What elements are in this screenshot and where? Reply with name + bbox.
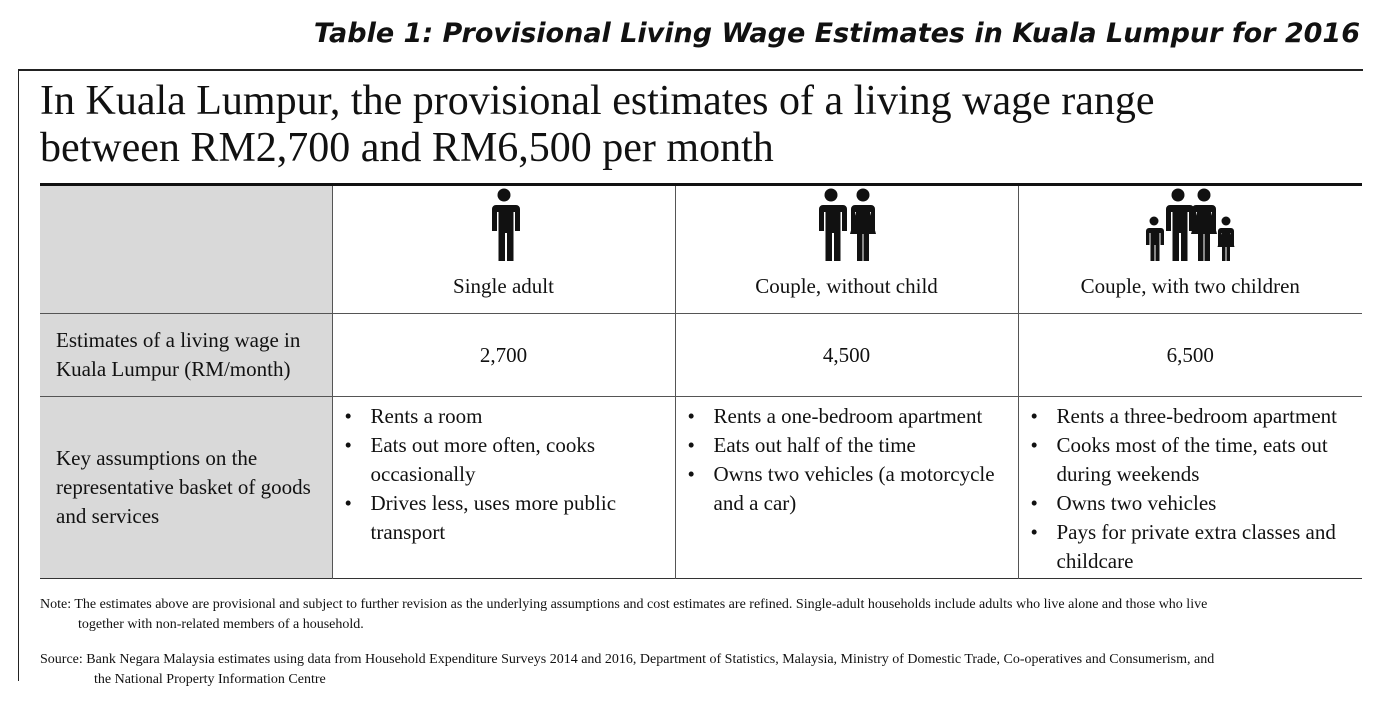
header-family bbox=[1018, 185, 1362, 314]
family-icon bbox=[1019, 188, 1363, 262]
estimates-row-label bbox=[40, 314, 332, 397]
living-wage-table bbox=[40, 183, 1362, 579]
assumptions-label-line-1: Key assumptions on the bbox=[56, 446, 258, 470]
assumptions-single-adult bbox=[332, 397, 675, 579]
couple-icon bbox=[676, 188, 1018, 262]
list-item: • Pays for private extra classes and childcare bbox=[1031, 518, 1355, 576]
source-line-2: the National Property Information Centre bbox=[94, 672, 326, 687]
header-single-adult bbox=[332, 185, 675, 314]
estimates-row bbox=[40, 314, 1362, 397]
assumptions-couple-list bbox=[676, 397, 1018, 518]
left-rule bbox=[18, 69, 19, 681]
list-item: • Drives less, uses more public transport bbox=[345, 489, 667, 547]
table-source bbox=[40, 650, 1350, 690]
list-item: • Cooks most of the time, eats out during weekends bbox=[1031, 431, 1355, 489]
assumptions-couple bbox=[675, 397, 1018, 579]
estimates-label-line-2: Kuala Lumpur (RM/month) bbox=[56, 357, 291, 381]
single-adult-icon bbox=[333, 188, 675, 262]
note-line-1: Note: The estimates above are provisional and subject to further revision as the underlying assumptions and cost estimates are refined. Single-adult households include adults who live alone and those who live bbox=[40, 597, 1208, 612]
assumptions-row-label bbox=[40, 397, 332, 579]
estimate-single-adult: 2,700 bbox=[332, 314, 675, 397]
list-item: • Rents a one-bedroom apartment bbox=[688, 402, 1010, 431]
list-item: • Owns two vehicles bbox=[1031, 489, 1355, 518]
top-rule bbox=[18, 69, 1363, 71]
header-couple bbox=[675, 185, 1018, 314]
table-caption: Table 1: Provisional Living Wage Estimates in Kuala Lumpur for 2016 bbox=[313, 18, 1360, 49]
headline bbox=[40, 78, 1340, 172]
list-item: • Owns two vehicles (a motorcycle and a car) bbox=[688, 460, 1010, 518]
estimates-label-line-1: Estimates of a living wage in bbox=[56, 328, 301, 352]
list-item: • Eats out half of the time bbox=[688, 431, 1010, 460]
source-line-1: Source: Bank Negara Malaysia estimates using data from Household Expenditure Surveys 2014 and 2016, Department of Statistics, Malaysia, Ministry of Domestic Trade, Co-operatives and Consumerism, and bbox=[40, 652, 1215, 667]
column-label-single-adult: Single adult bbox=[453, 274, 554, 298]
list-item: • Eats out more often, cooks occasionally bbox=[345, 431, 667, 489]
column-label-family: Couple, with two children bbox=[1080, 274, 1300, 298]
header-corner-cell bbox=[40, 185, 332, 314]
list-item: • Rents a three-bedroom apartment bbox=[1031, 402, 1355, 431]
assumptions-single-list bbox=[333, 397, 675, 547]
assumptions-family-list bbox=[1019, 397, 1363, 576]
column-label-couple: Couple, without child bbox=[755, 274, 938, 298]
assumptions-row bbox=[40, 397, 1362, 579]
assumptions-family bbox=[1018, 397, 1362, 579]
estimate-couple: 4,500 bbox=[675, 314, 1018, 397]
headline-line-1: In Kuala Lumpur, the provisional estimates of a living wage range bbox=[40, 78, 1155, 124]
assumptions-label-line-3: and services bbox=[56, 504, 160, 528]
list-item: • Rents a room bbox=[345, 402, 667, 431]
table-header-row bbox=[40, 185, 1362, 314]
assumptions-label-line-2: representative basket of goods bbox=[56, 475, 311, 499]
headline-line-2: between RM2,700 and RM6,500 per month bbox=[40, 125, 774, 171]
note-line-2: together with non-related members of a household. bbox=[78, 617, 364, 632]
estimate-family: 6,500 bbox=[1018, 314, 1362, 397]
table-note bbox=[40, 595, 1340, 635]
